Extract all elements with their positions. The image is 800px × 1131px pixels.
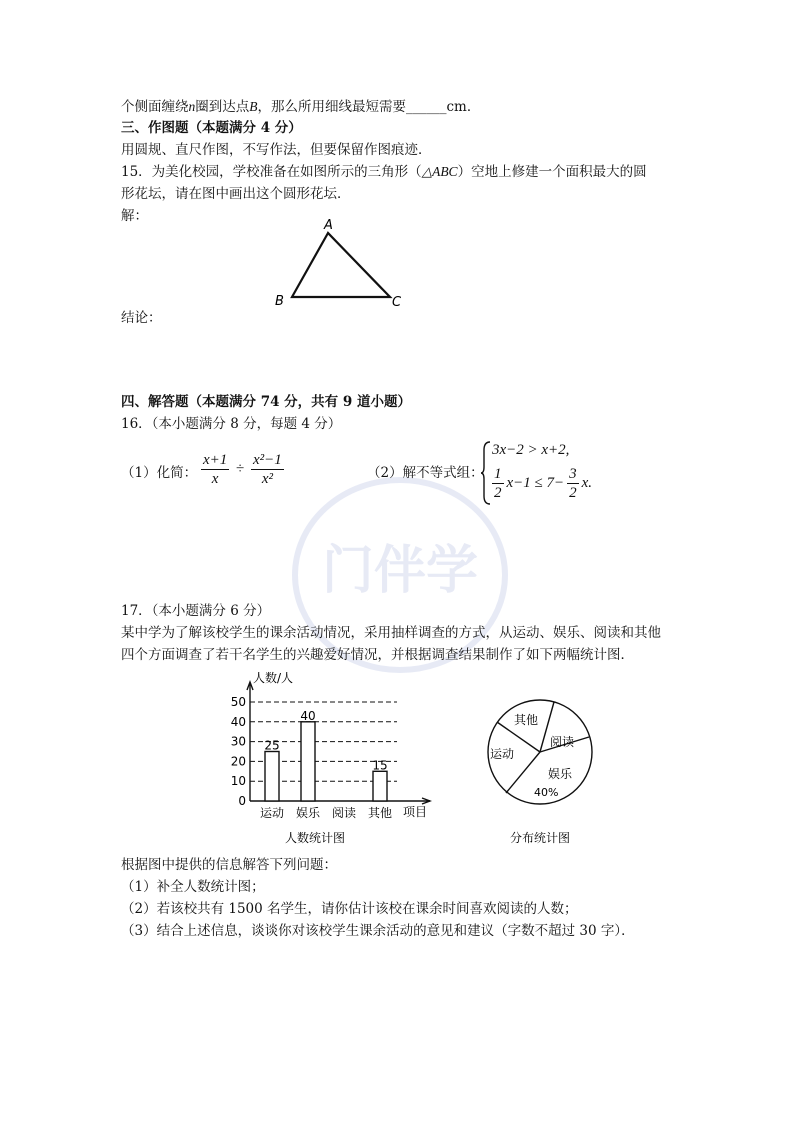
q16-2-label: （2）解不等式组： (367, 465, 484, 481)
solve-label: 解： (121, 208, 148, 224)
bar (301, 722, 315, 801)
inequality-2: $\frac{1}{2}$ x−1 ≤ 7− $\frac{3}{2}$ x. (494, 466, 593, 501)
section-3-title: 三、作图题（本题满分 4 分） (121, 120, 302, 136)
bar-category-label: 其他 (367, 806, 393, 820)
bar (265, 752, 279, 802)
vertex-label-b: B (275, 294, 284, 309)
bar-data-label: 25 (264, 738, 280, 753)
pie-slice-label-entertainment: 娱乐 (548, 767, 573, 781)
bar-y-tick-label: 50 (230, 695, 246, 709)
pie-slice-value-entertainment: 40% (534, 786, 559, 799)
pie-chart-title: 分布统计图 (510, 831, 571, 845)
pie-slice-label-other: 其他 (514, 713, 539, 727)
fraction-2: $\frac{\text{x²−1}}{\text{x²}}$ (253, 452, 282, 487)
pie-slice-label-sport: 运动 (490, 747, 515, 761)
q17-text-2: 四个方面调查了若干名学生的兴趣爱好情况，并根据调查结果制作了如下两幅统计图． (121, 647, 634, 663)
q17-part-3: （3）结合上述信息，谈谈你对该校学生课余活动的意见和建议（字数不超过 30 字）． (121, 923, 635, 939)
bar-y-tick-label: 0 (238, 794, 246, 808)
q16-1-expression: $\frac{x+1}{x}$ ÷ $\frac{\text{x²−1}}{\text{x²}}$ (203, 452, 282, 487)
q17-part-2: （2）若该校共有 1500 名学生，请你估计该校在课余时间喜欢阅读的人数； (121, 901, 578, 917)
q16-header: 16．（本小题满分 8 分，每题 4 分） (121, 416, 342, 432)
bar-y-tick-label: 40 (230, 714, 246, 729)
left-brace (480, 440, 492, 506)
q15-line-1: 15．为美化校园，学校准备在如图所示的三角形（△ABC）空地上修建一个面积最大的圆 (121, 164, 647, 180)
q17-header: 17．（本小题满分 6 分） (121, 603, 271, 619)
bar-chart-xlabel: 项目 (403, 805, 428, 819)
q15-line-2: 形花坛，请在图中画出这个圆形花坛． (121, 186, 351, 202)
bar-y-tick-label: 10 (230, 774, 246, 789)
bar (373, 771, 387, 801)
bar-chart-ylabel: 人数/人 (253, 671, 294, 685)
bar-category-label: 阅读 (331, 806, 357, 820)
bar-y-tick-label: 30 (230, 734, 246, 749)
q14-tail-line: 个侧面缠绕n圈到达点B，那么所用细线最短需要______cm． (121, 99, 481, 115)
pie-chart (470, 690, 610, 850)
conclusion-label: 结论： (121, 310, 162, 326)
vertex-label-a: A (324, 218, 333, 233)
triangle-abc (292, 233, 390, 297)
fraction-1: $\frac{x+1}{x}$ (203, 452, 228, 487)
bar-y-tick-label: 20 (230, 754, 246, 769)
answer-blank: ______ (406, 99, 447, 115)
inequality-1: 3x−2 > x+2, (492, 442, 570, 458)
bar-data-label: 15 (372, 758, 388, 773)
bar-data-label: 40 (300, 708, 316, 723)
q17-text-1: 某中学为了解该校学生的课余活动情况，采用抽样调查的方式，从运动、娱乐、阅读和其他 (121, 625, 661, 641)
bar-chart-title: 人数统计图 (285, 831, 346, 845)
bar-chart (225, 670, 440, 850)
section-3-instruction: 用圆规、直尺作图，不写作法，但要保留作图痕迹． (121, 142, 432, 158)
vertex-label-c: C (392, 295, 402, 310)
bar-category-label: 娱乐 (295, 806, 321, 820)
q16-1-label: （1）化简： (121, 465, 198, 481)
triangle-abc-figure (270, 215, 410, 315)
q17-ask: 根据图中提供的信息解答下列问题： (121, 857, 337, 873)
section-4-title: 四、解答题（本题满分 74 分，共有 9 道小题） (121, 394, 411, 410)
watermark-text: 门伴学 (321, 541, 479, 601)
bar-category-label: 运动 (259, 806, 285, 820)
q17-part-1: （1）补全人数统计图； (121, 879, 265, 895)
pie-slice-label-reading: 阅读 (550, 735, 575, 749)
